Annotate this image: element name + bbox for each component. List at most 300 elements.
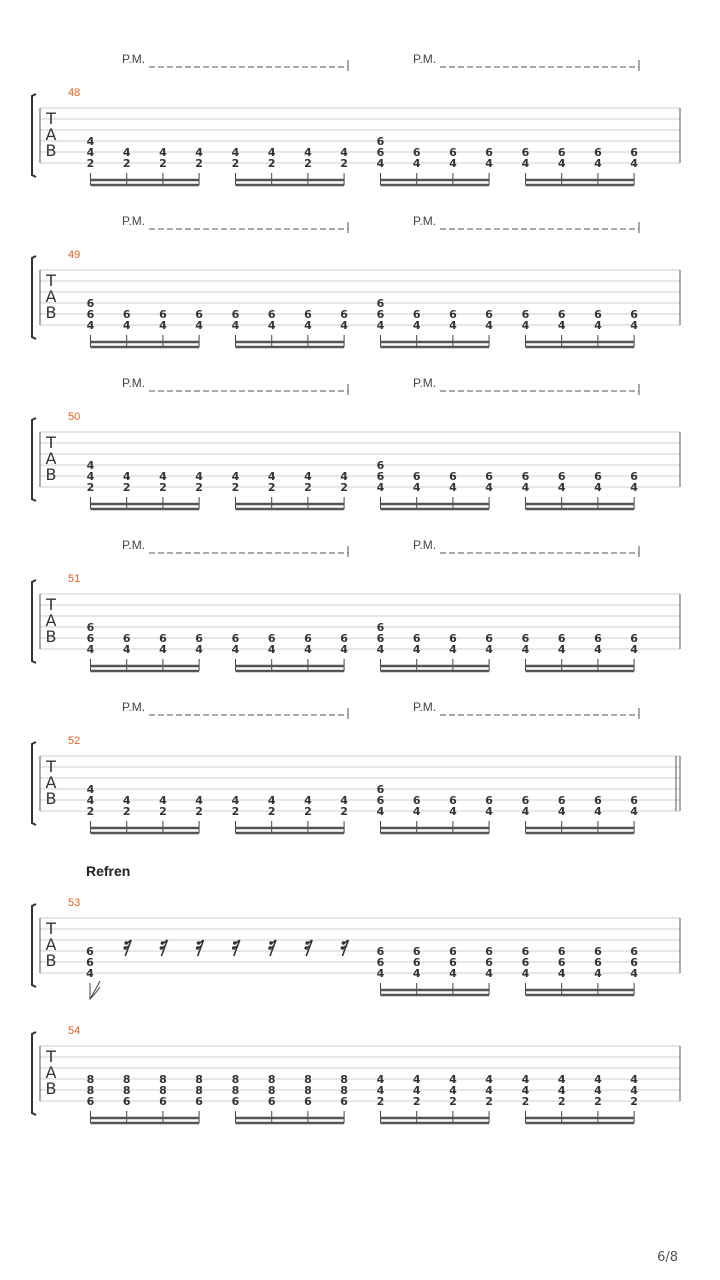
fret-number: 2 [195,157,203,170]
fret-number: 4 [521,157,530,170]
fret-number: 4 [521,805,530,818]
rest-dot [161,941,165,945]
fret-number: 6 [340,308,348,321]
fret-number: 6 [485,308,493,321]
fret-number: 6 [376,621,385,634]
fret-number: 6 [376,783,385,796]
fret-number: 4 [304,794,312,807]
fret-number: 2 [304,157,312,170]
fret-number: 2 [231,157,240,170]
tab-clef-letter: A [45,125,57,144]
fret-number: 4 [449,319,457,332]
fret-number: 4 [485,967,493,980]
fret-number: 4 [340,146,348,159]
fret-number: 8 [267,1084,276,1097]
fret-number: 4 [159,794,167,807]
fret-number: 6 [485,470,493,483]
fret-number: 6 [594,956,602,969]
fret-number: 6 [449,945,457,958]
fret-number: 4 [557,157,566,170]
fret-number: 6 [449,956,457,969]
fret-number: 4 [630,643,638,656]
fret-number: 2 [86,157,95,170]
fret-number: 8 [122,1084,131,1097]
fret-number: 6 [304,1095,312,1108]
fret-number: 4 [231,470,240,483]
fret-number: 6 [557,308,566,321]
palm-mute-label: P.M. [413,376,437,390]
palm-mute-label: P.M. [122,52,146,66]
rest-dot [160,946,164,950]
fret-number: 8 [159,1084,167,1097]
fret-number: 6 [376,459,385,472]
fret-number: 4 [340,319,348,332]
tab-system-53 [32,863,680,999]
fret-number: 6 [376,308,385,321]
fret-number: 4 [86,459,95,472]
fret-number: 4 [376,319,385,332]
tab-system-48 [32,52,680,185]
fret-number: 6 [630,146,638,159]
fret-number: 4 [159,319,167,332]
fret-number: 2 [231,805,240,818]
rest-dot [233,941,237,945]
fret-number: 4 [195,794,203,807]
fret-number: 2 [159,481,167,494]
rest-dot [304,946,308,950]
tab-clef-letter: T [46,757,56,776]
fret-number: 8 [340,1084,348,1097]
fret-number: 6 [521,794,530,807]
fret-number: 4 [557,319,566,332]
tab-clef-letter: T [46,1047,56,1066]
fret-number: 6 [485,794,493,807]
fret-number: 4 [122,319,131,332]
rest-dot [123,946,127,950]
fret-number: 4 [557,643,566,656]
fret-number: 6 [521,470,530,483]
fret-number: 4 [449,805,457,818]
fret-number: 4 [449,1073,457,1086]
fret-number: 6 [449,470,457,483]
fret-number: 8 [86,1073,95,1086]
fret-number: 2 [267,805,276,818]
tab-clef-letter: B [45,303,57,322]
rest-dot [197,941,201,945]
tab-clef-letter: T [46,109,56,128]
fret-number: 2 [195,805,203,818]
fret-number: 2 [159,157,167,170]
fret-number: 4 [594,967,602,980]
tab-system-50 [32,376,680,509]
fret-number: 6 [376,470,385,483]
fret-number: 8 [195,1084,203,1097]
fret-number: 4 [231,794,240,807]
tab-system-51 [32,538,680,671]
fret-number: 6 [594,470,602,483]
palm-mute-label: P.M. [413,214,437,228]
fret-number: 4 [630,805,638,818]
tab-clef-letter: B [45,1079,57,1098]
fret-number: 4 [485,481,493,494]
fret-number: 4 [86,135,95,148]
fret-number: 8 [231,1084,240,1097]
tab-clef-letter: T [46,433,56,452]
fret-number: 4 [412,319,421,332]
system-bracket [32,256,36,339]
tab-clef-letter: B [45,789,57,808]
fret-number: 4 [412,481,421,494]
fret-number: 4 [412,967,421,980]
fret-number: 4 [267,146,276,159]
fret-number: 6 [86,1095,95,1108]
tab-clef-letter: B [45,951,57,970]
fret-number: 6 [231,308,240,321]
fret-number: 4 [594,643,602,656]
fret-number: 6 [195,632,203,645]
fret-number: 8 [159,1073,167,1086]
fret-number: 2 [86,481,95,494]
tab-clef-letter: A [45,287,57,306]
fret-number: 4 [521,481,530,494]
tab-clef-letter: T [46,271,56,290]
fret-number: 2 [340,157,348,170]
fret-number: 4 [340,470,348,483]
fret-number: 4 [376,967,385,980]
fret-number: 6 [630,945,638,958]
fret-number: 6 [195,308,203,321]
fret-number: 6 [630,470,638,483]
fret-number: 6 [195,1095,203,1108]
rest-dot [268,946,272,950]
fret-number: 6 [412,308,421,321]
fret-number: 6 [485,956,493,969]
fret-number: 4 [557,967,566,980]
fret-number: 6 [159,632,167,645]
fret-number: 2 [485,1095,493,1108]
fret-number: 6 [630,632,638,645]
note-flag [90,987,100,999]
fret-number: 4 [122,794,131,807]
fret-number: 2 [159,805,167,818]
fret-number: 4 [340,643,348,656]
fret-number: 6 [376,632,385,645]
fret-number: 6 [412,794,421,807]
fret-number: 6 [86,956,94,969]
system-bracket [32,742,36,825]
fret-number: 4 [86,319,95,332]
fret-number: 6 [557,956,566,969]
fret-number: 6 [340,632,348,645]
tab-clef-letter: B [45,465,57,484]
fret-number: 8 [231,1073,240,1086]
fret-number: 6 [86,621,95,634]
fret-number: 4 [557,481,566,494]
fret-number: 4 [630,157,638,170]
fret-number: 2 [122,157,131,170]
fret-number: 4 [630,319,638,332]
fret-number: 4 [304,146,312,159]
fret-number: 6 [376,297,385,310]
fret-number: 4 [485,805,493,818]
fret-number: 2 [231,481,240,494]
fret-number: 2 [594,1095,602,1108]
fret-number: 4 [267,643,276,656]
fret-number: 6 [122,1095,131,1108]
fret-number: 6 [231,632,240,645]
fret-number: 2 [376,1095,385,1108]
fret-number: 4 [195,146,203,159]
fret-number: 4 [231,643,240,656]
fret-number: 6 [159,1095,167,1108]
fret-number: 4 [267,319,276,332]
fret-number: 4 [521,319,530,332]
fret-number: 6 [557,470,566,483]
tab-clef-letter: A [45,449,57,468]
fret-number: 6 [557,632,566,645]
rest-dot [305,941,309,945]
fret-number: 4 [449,643,457,656]
fret-number: 6 [449,308,457,321]
fret-number: 4 [412,643,421,656]
fret-number: 6 [485,945,493,958]
tab-clef-letter: T [46,595,56,614]
fret-number: 2 [521,1095,530,1108]
palm-mute-label: P.M. [413,700,437,714]
fret-number: 2 [86,805,95,818]
fret-number: 6 [594,632,602,645]
fret-number: 6 [449,632,457,645]
fret-number: 4 [449,1084,457,1097]
fret-number: 2 [449,1095,457,1108]
fret-number: 6 [267,308,276,321]
measure-number: 53 [68,897,81,909]
fret-number: 6 [412,945,421,958]
fret-number: 4 [449,967,457,980]
fret-number: 6 [485,632,493,645]
fret-number: 4 [594,1073,602,1086]
fret-number: 6 [122,632,131,645]
palm-mute-label: P.M. [122,538,146,552]
fret-number: 6 [159,308,167,321]
fret-number: 6 [594,794,602,807]
palm-mute-label: P.M. [122,214,146,228]
fret-number: 4 [122,643,131,656]
fret-number: 6 [376,794,385,807]
fret-number: 6 [412,146,421,159]
fret-number: 6 [557,146,566,159]
fret-number: 4 [267,794,276,807]
fret-number: 8 [304,1084,312,1097]
fret-number: 4 [86,470,95,483]
measure-number: 54 [68,1025,81,1037]
fret-number: 6 [630,308,638,321]
fret-number: 4 [449,157,457,170]
fret-number: 6 [594,945,602,958]
fret-number: 4 [412,805,421,818]
fret-number: 8 [304,1073,312,1086]
fret-number: 2 [304,805,312,818]
fret-number: 6 [594,146,602,159]
fret-number: 4 [594,805,602,818]
note-stem [90,981,100,999]
fret-number: 4 [376,643,385,656]
fret-number: 4 [557,805,566,818]
rest-dot [341,946,345,950]
fret-number: 4 [594,319,602,332]
fret-number: 2 [195,481,203,494]
fret-number: 4 [304,470,312,483]
rest-dot [232,946,236,950]
system-bracket [32,580,36,663]
fret-number: 2 [412,1095,421,1108]
fret-number: 4 [449,481,457,494]
fret-number: 4 [485,1084,493,1097]
fret-number: 6 [630,956,638,969]
palm-mute-label: P.M. [122,376,146,390]
tab-clef-letter: T [46,919,56,938]
fret-number: 4 [376,157,385,170]
fret-number: 4 [557,1073,566,1086]
fret-number: 4 [521,967,530,980]
fret-number: 4 [376,805,385,818]
fret-number: 6 [86,632,95,645]
tab-clef-letter: B [45,141,57,160]
fret-number: 4 [521,1084,530,1097]
fret-number: 8 [267,1073,276,1086]
page-number: 6/8 [657,1250,678,1265]
fret-number: 2 [557,1095,566,1108]
fret-number: 6 [304,308,312,321]
fret-number: 4 [86,783,95,796]
system-bracket [32,94,36,177]
tab-clef-letter: A [45,935,57,954]
fret-number: 6 [376,135,385,148]
fret-number: 6 [412,632,421,645]
fret-number: 4 [412,157,421,170]
fret-number: 4 [521,1073,530,1086]
fret-number: 6 [485,146,493,159]
system-bracket [32,418,36,501]
fret-number: 6 [267,1095,276,1108]
fret-number: 6 [412,956,421,969]
fret-number: 4 [630,967,638,980]
fret-number: 6 [267,632,276,645]
fret-number: 6 [521,632,530,645]
fret-number: 4 [231,146,240,159]
fret-number: 4 [231,319,240,332]
fret-number: 8 [86,1084,95,1097]
fret-number: 6 [557,794,566,807]
measure-number: 50 [68,411,81,423]
fret-number: 4 [86,794,95,807]
fret-number: 4 [159,146,167,159]
fret-number: 4 [376,481,385,494]
fret-number: 4 [594,1084,602,1097]
fret-number: 4 [412,1084,421,1097]
fret-number: 6 [594,308,602,321]
fret-number: 6 [630,794,638,807]
tab-clef-letter: A [45,611,57,630]
fret-number: 6 [304,632,312,645]
fret-number: 6 [521,146,530,159]
fret-number: 6 [86,297,95,310]
tab-system-49 [32,214,680,347]
fret-number: 4 [122,146,131,159]
fret-number: 2 [304,481,312,494]
palm-mute-label: P.M. [413,538,437,552]
fret-number: 4 [630,481,638,494]
fret-number: 6 [521,308,530,321]
fret-number: 4 [304,319,312,332]
tab-system-52 [32,700,680,833]
fret-number: 4 [376,1084,385,1097]
section-label: Refren [86,863,131,879]
fret-number: 6 [449,146,457,159]
fret-number: 4 [594,157,602,170]
fret-number: 4 [376,1073,385,1086]
fret-number: 2 [122,481,131,494]
fret-number: 2 [267,157,276,170]
measure-number: 52 [68,735,81,747]
measure-number: 51 [68,573,81,585]
fret-number: 6 [340,1095,348,1108]
fret-number: 2 [340,805,348,818]
rest-dot [196,946,200,950]
fret-number: 4 [159,470,167,483]
rest-dot [269,941,273,945]
fret-number: 4 [195,319,203,332]
rest-dot [342,941,346,945]
fret-number: 6 [86,945,94,958]
fret-number: 4 [122,470,131,483]
fret-number: 2 [267,481,276,494]
palm-mute-label: P.M. [122,700,146,714]
tab-clef-letter: B [45,627,57,646]
fret-number: 6 [86,308,95,321]
fret-number: 8 [195,1073,203,1086]
system-bracket [32,1032,36,1115]
fret-number: 4 [485,1073,493,1086]
fret-number: 6 [521,956,530,969]
palm-mute-label: P.M. [413,52,437,66]
fret-number: 2 [630,1095,638,1108]
fret-number: 6 [376,956,385,969]
fret-number: 4 [86,643,95,656]
fret-number: 4 [412,1073,421,1086]
fret-number: 6 [449,794,457,807]
fret-number: 4 [630,1084,638,1097]
fret-number: 4 [630,1073,638,1086]
fret-number: 4 [195,643,203,656]
fret-number: 4 [159,643,167,656]
fret-number: 4 [267,470,276,483]
fret-number: 2 [340,481,348,494]
fret-number: 4 [485,643,493,656]
fret-number: 4 [86,967,94,980]
fret-number: 6 [231,1095,240,1108]
rest-dot [124,941,128,945]
fret-number: 6 [521,945,530,958]
fret-number: 4 [195,470,203,483]
fret-number: 4 [485,319,493,332]
fret-number: 2 [122,805,131,818]
fret-number: 4 [521,643,530,656]
fret-number: 6 [412,470,421,483]
tab-system-54 [32,1025,680,1123]
fret-number: 4 [594,481,602,494]
fret-number: 8 [340,1073,348,1086]
